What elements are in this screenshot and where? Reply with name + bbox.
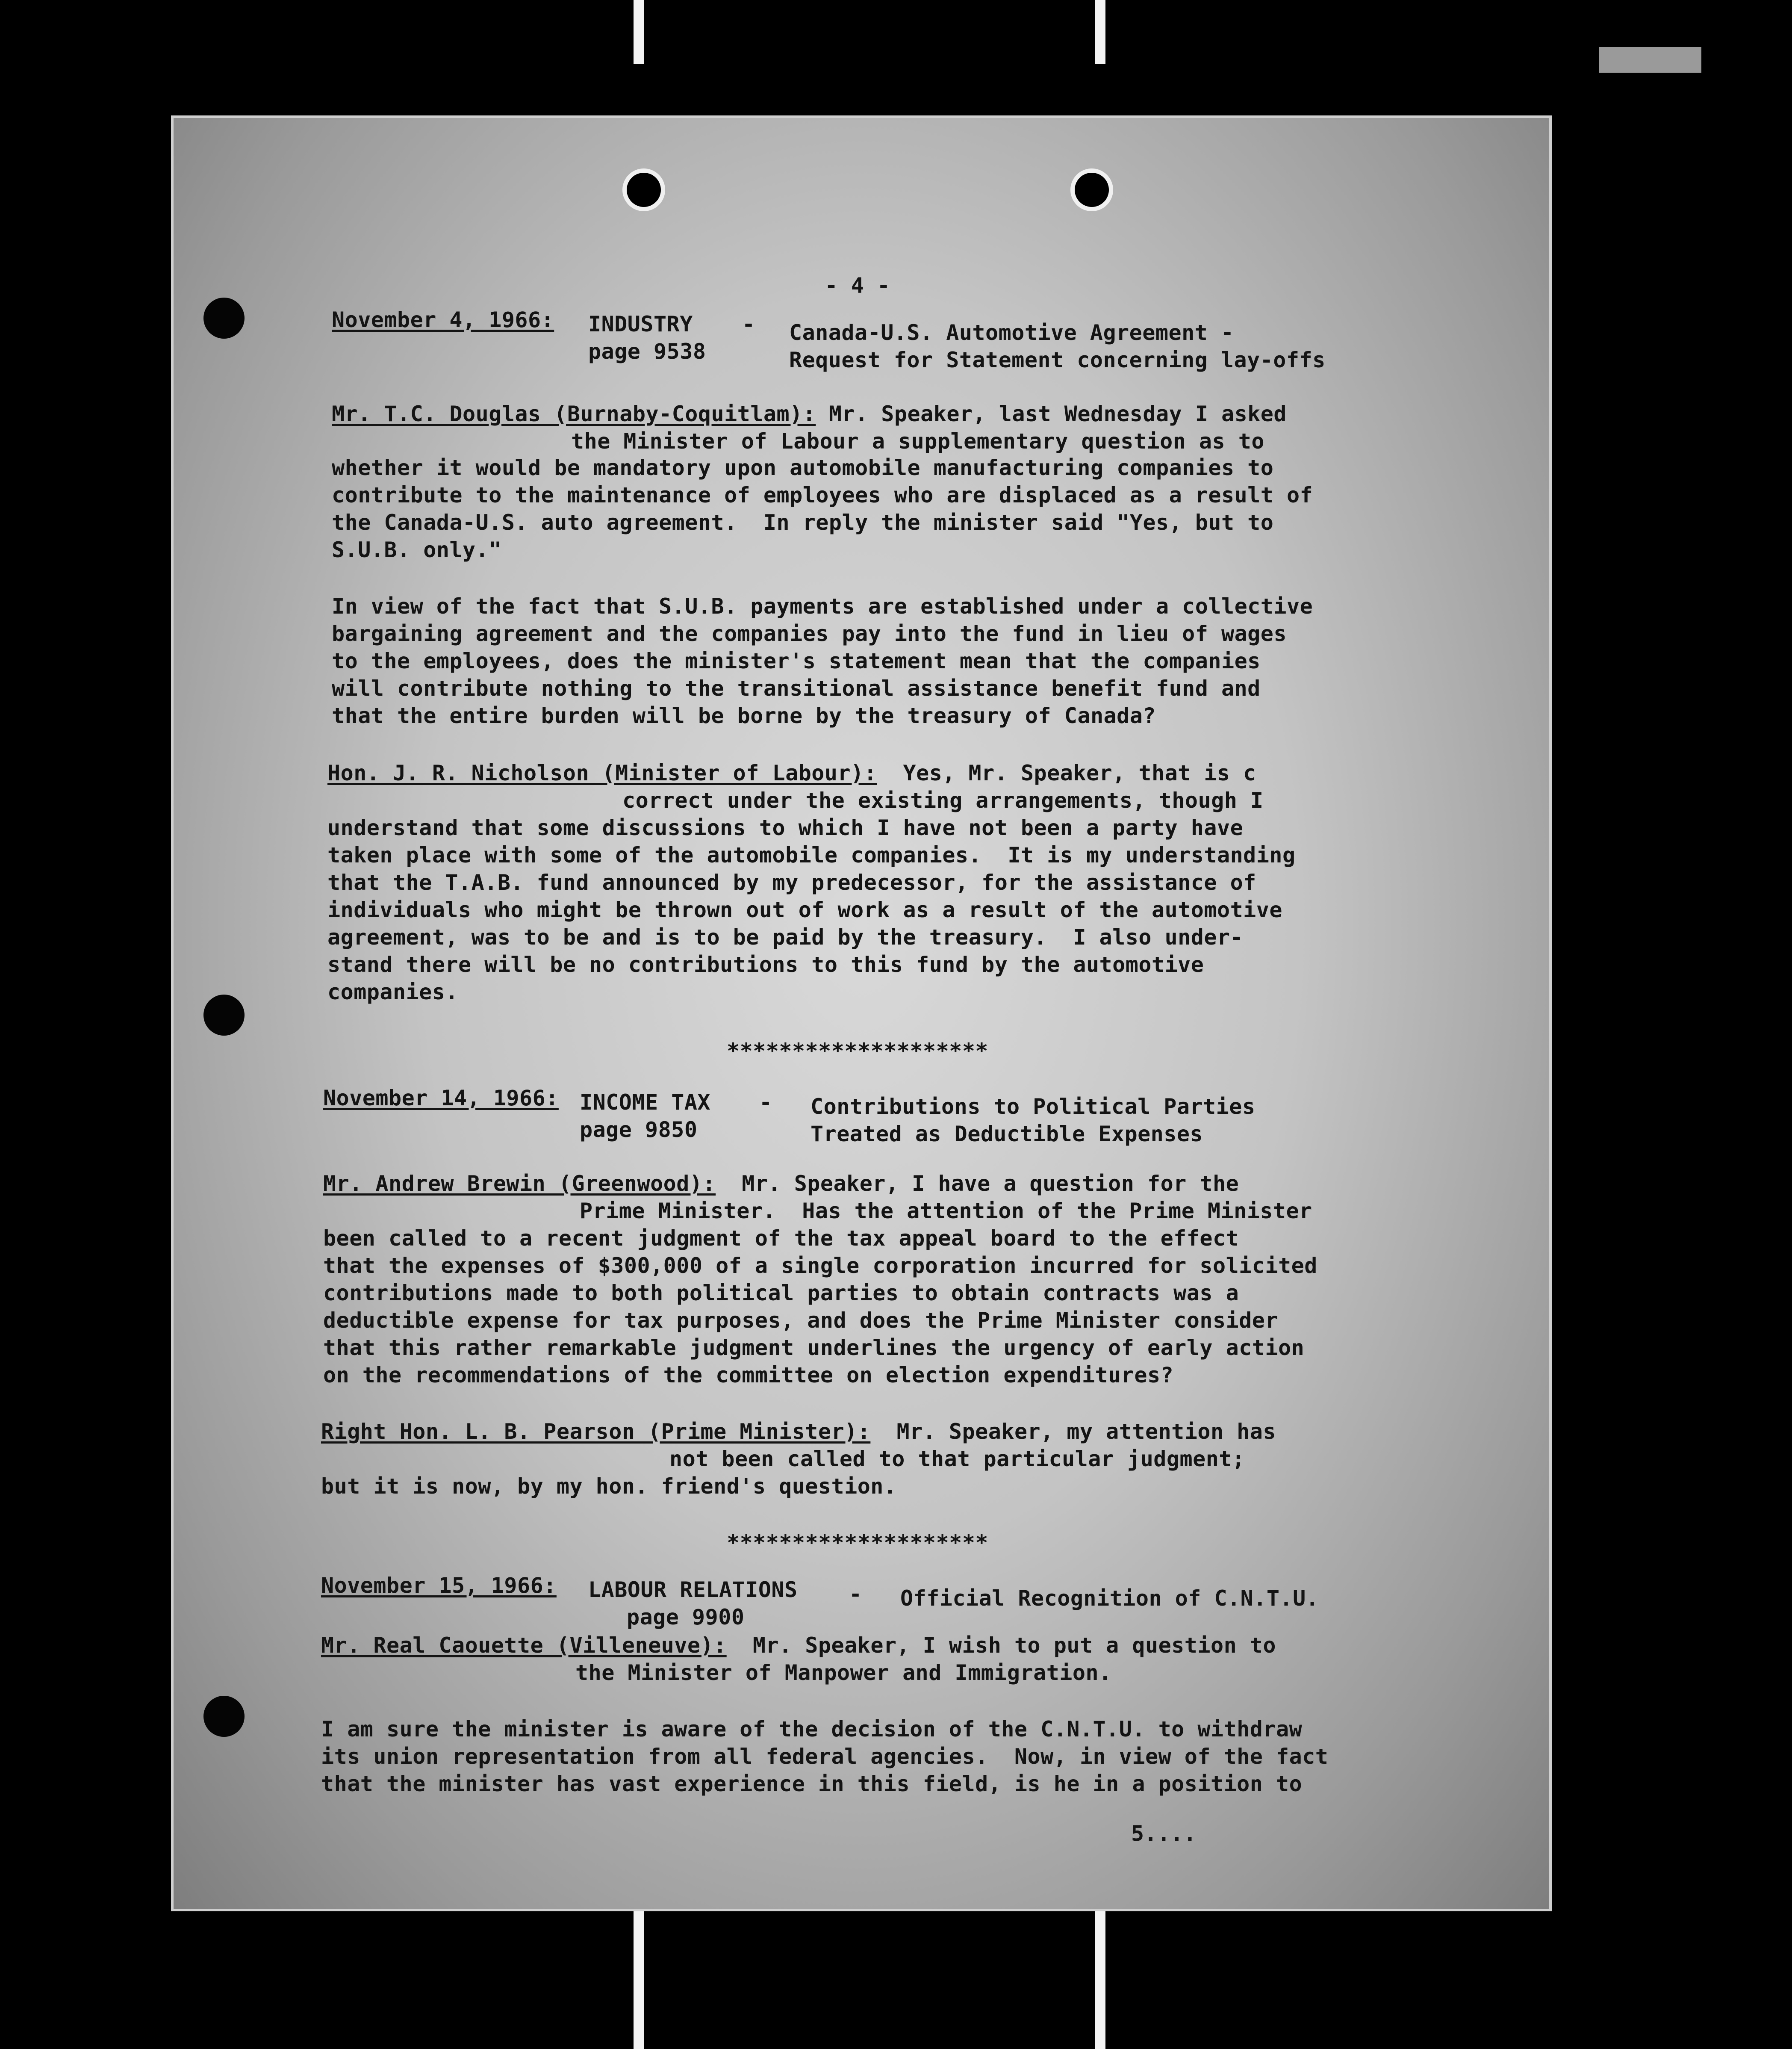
speech-line: agreement, was to be and is to be paid by the treasury. I also under- — [327, 925, 1244, 950]
speech-line: S.U.B. only." — [332, 537, 502, 562]
entry-subject-line1: Official Recognition of C.N.T.U. — [900, 1586, 1319, 1611]
speaker-name: Hon. J. R. Nicholson (Minister of Labour): — [327, 761, 877, 785]
entry-topic: INDUSTRY — [588, 312, 693, 337]
section-separator: ******************** — [726, 1039, 989, 1063]
entry-subject-line1: Contributions to Political Parties — [811, 1094, 1256, 1119]
speech-line: not been called to that particular judgment; — [669, 1447, 1245, 1471]
speaker-name: Mr. Andrew Brewin (Greenwood): — [323, 1171, 716, 1196]
entry-topic: INCOME TAX — [580, 1090, 711, 1115]
speech-line: to the employees, does the minister's statement mean that the companies — [332, 649, 1261, 673]
speaker-name: Mr. T.C. Douglas (Burnaby-Coquitlam): — [332, 402, 816, 426]
speech-line: that this rather remarkable judgment underlines the urgency of early action — [323, 1335, 1305, 1360]
speech-line: In view of the fact that S.U.B. payments are established under a collective — [332, 594, 1313, 619]
continuation-marker: 5.... — [1131, 1821, 1197, 1846]
binder-hole-middle — [203, 995, 245, 1036]
entry-dash: - — [759, 1090, 772, 1115]
film-sprocket-mark-bottom-right — [1095, 1911, 1105, 2049]
speech-line: Prime Minister. Has the attention of the Prime Minister — [580, 1199, 1312, 1223]
entry-topic: LABOUR RELATIONS — [588, 1577, 798, 1602]
speech-line: contributions made to both political parties to obtain contracts was a — [323, 1281, 1239, 1305]
speech-text: Mr. Speaker, my attention has — [870, 1419, 1276, 1444]
speech-line: been called to a recent judgment of the tax appeal board to the effect — [323, 1226, 1239, 1251]
page-number: - 4 - — [825, 273, 890, 298]
speech-line: the Canada-U.S. auto agreement. In reply the minister said "Yes, but to — [332, 510, 1274, 535]
speech-line: bargaining agreement and the companies pay into the fund in lieu of wages — [332, 621, 1287, 646]
speaker-name: Mr. Real Caouette (Villeneuve): — [321, 1633, 727, 1658]
section-separator: ******************** — [726, 1530, 989, 1555]
entry-date: November 15, 1966: — [321, 1573, 557, 1598]
speech-line: individuals who might be thrown out of work as a result of the automotive — [327, 898, 1282, 922]
speech-text: Mr. Speaker, I wish to put a question to — [726, 1633, 1276, 1658]
speech-first-line — [332, 400, 1287, 428]
speech-line: but it is now, by my hon. friend's question. — [321, 1474, 897, 1499]
speech-line: that the entire burden will be borne by the treasury of Canada? — [332, 703, 1156, 728]
speech-first-line — [321, 1632, 1276, 1659]
speaker-name: Right Hon. L. B. Pearson (Prime Minister): — [321, 1419, 871, 1444]
speech-text: Mr. Speaker, I have a question for the — [716, 1171, 1239, 1196]
film-sprocket-mark-right — [1095, 0, 1105, 64]
film-sprocket-mark-bottom-left — [634, 1911, 644, 2049]
speech-line: on the recommendations of the committee on election expenditures? — [323, 1363, 1174, 1388]
entry-dash: - — [849, 1582, 862, 1606]
binder-hole-bottom — [203, 1696, 245, 1737]
entry-dash: - — [742, 312, 755, 337]
document-page — [171, 115, 1552, 1911]
speech-text: Mr. Speaker, last Wednesday I asked — [816, 402, 1287, 426]
entry-page-ref: page 9538 — [588, 339, 706, 364]
speech-line: that the expenses of $300,000 of a single corporation incurred for solicited — [323, 1253, 1317, 1278]
top-punch-hole-left — [622, 168, 665, 211]
binder-hole-top — [203, 298, 245, 339]
speech-line: will contribute nothing to the transitional assistance benefit fund and — [332, 676, 1261, 701]
speech-line: understand that some discussions to which I have not been a party have — [327, 815, 1244, 840]
speech-first-line — [323, 1170, 1239, 1197]
speech-line: taken place with some of the automobile companies. It is my understanding — [327, 843, 1296, 868]
entry-subject-line2: Treated as Deductible Expenses — [811, 1122, 1203, 1146]
entry-date: November 4, 1966: — [332, 307, 554, 332]
entry-page-ref: page 9900 — [627, 1605, 745, 1630]
speech-line: companies. — [327, 980, 459, 1004]
speech-line: correct under the existing arrangements, though I — [622, 788, 1264, 813]
entry-date: November 14, 1966: — [323, 1086, 559, 1110]
speech-text: Yes, Mr. Speaker, that is c — [877, 761, 1256, 785]
top-punch-hole-right — [1070, 168, 1113, 211]
speech-first-line — [327, 759, 1256, 787]
speech-line: stand there will be no contributions to this fund by the automotive — [327, 952, 1204, 977]
speech-line: the Minister of Manpower and Immigration. — [575, 1660, 1112, 1685]
speech-line: deductible expense for tax purposes, and does the Prime Minister consider — [323, 1308, 1278, 1333]
speech-line: contribute to the maintenance of employees who are displaced as a result of — [332, 483, 1313, 508]
speech-line: its union representation from all federal agencies. Now, in view of the fact — [321, 1744, 1329, 1769]
speech-first-line — [321, 1418, 1276, 1445]
film-sprocket-mark-left — [634, 0, 644, 64]
film-edge-mark — [1599, 47, 1701, 73]
speech-line: that the minister has vast experience in this field, is he in a position to — [321, 1771, 1303, 1796]
speech-line: the Minister of Labour a supplementary question as to — [571, 429, 1264, 454]
entry-subject-line1: Canada-U.S. Automotive Agreement - — [789, 320, 1234, 345]
entry-subject-line2: Request for Statement concerning lay-offs — [789, 348, 1326, 372]
speech-line: that the T.A.B. fund announced by my predecessor, for the assistance of — [327, 870, 1256, 895]
speech-line: whether it would be mandatory upon automobile manufacturing companies to — [332, 455, 1274, 480]
speech-line: I am sure the minister is aware of the decision of the C.N.T.U. to withdraw — [321, 1717, 1303, 1742]
entry-page-ref: page 9850 — [580, 1117, 698, 1142]
